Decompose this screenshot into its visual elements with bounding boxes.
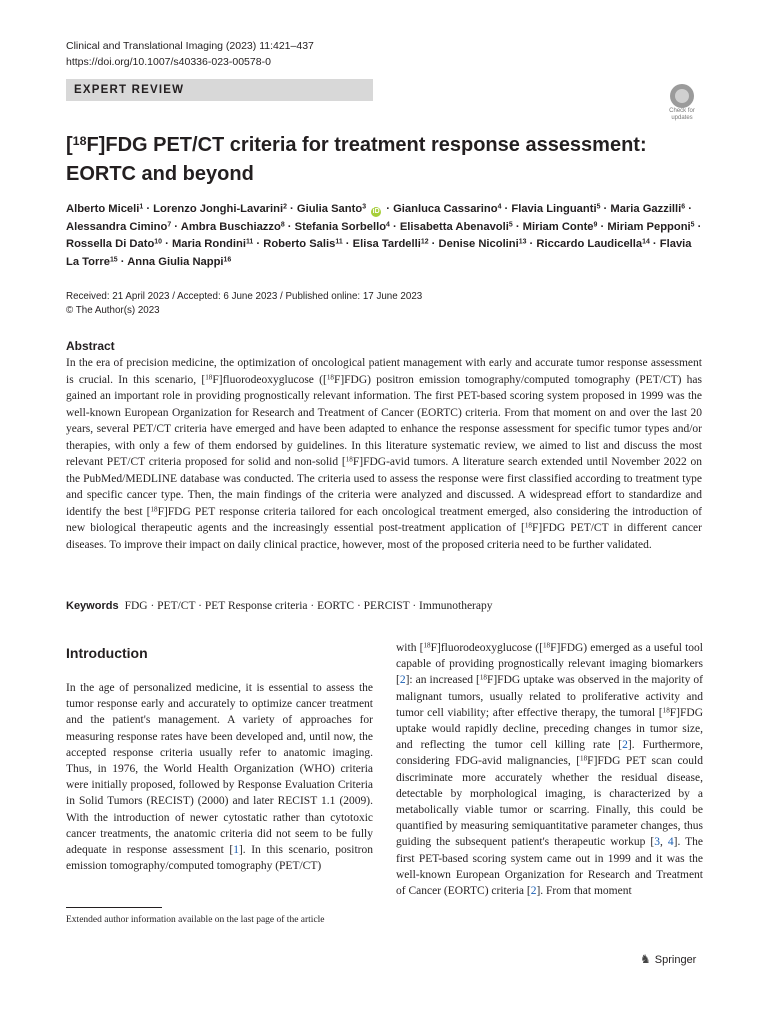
author-separator: · [253, 238, 264, 250]
author-entry [66, 221, 171, 233]
author-affiliation: 8 [280, 221, 285, 229]
author-separator: · [649, 238, 660, 250]
author-separator: · [512, 220, 523, 233]
author-separator: · [162, 238, 172, 250]
journal-citation: Clinical and Translational Imaging (2023) 11:421–437 [66, 40, 314, 52]
author-affiliation: 5 [508, 221, 513, 229]
citation-link[interactable]: 2 [530, 885, 537, 898]
author-affiliation: 5 [596, 203, 601, 211]
author-separator: · [694, 220, 702, 233]
author-name: Denise Nicolini [438, 238, 519, 250]
author-name: Anna Giulia Nappi [127, 255, 224, 268]
check-for-updates-label-1: Check for [669, 108, 695, 114]
citation-link[interactable]: 4 [667, 836, 674, 849]
author-name: Alberto Miceli [66, 203, 140, 215]
intro-left-column: In the age of personalized medicine, it is essential to assess the tumor response early and accurately to optimize cancer treatment and the patient's management. A variety of approaches for measuring response rates have been developed and, until now, the accepted response criteria usually refer to anatomic imaging. Thus, in 1976, the World Health Organization (WHO) criteria were initially proposed, followed by Response Evaluation Criteria in Solid Tumors (RECIST) (2000) and later RECIST 1.1 (2009). With the introduction of newer cytostatic rather than cytotoxic cancer treatments, the anatomic criteria did not seem to be fully adequate in response assessment [1]. In this scenario, positron emission tomography/computed tomography (PET/CT) [66, 682, 373, 873]
author-affiliation: 13 [518, 238, 527, 246]
author-affiliation: 14 [642, 238, 650, 246]
author-separator: · [600, 203, 611, 215]
author-entry [66, 203, 143, 215]
title-bracket: [ [66, 134, 73, 156]
author-separator: · [284, 220, 295, 233]
author-affiliation: 1 [139, 203, 144, 211]
author-name: Giulia Santo [296, 203, 363, 215]
author-affiliation: 4 [497, 203, 502, 211]
citation-link[interactable]: 3 [654, 836, 660, 849]
author-separator: · [501, 203, 512, 215]
author-separator: · [342, 238, 353, 250]
author-affiliation: 15 [109, 256, 118, 264]
author-entry [439, 238, 527, 250]
author-entry [263, 238, 342, 250]
author-affiliation: 11 [245, 238, 254, 246]
author-entry [295, 221, 390, 233]
footnote-divider [66, 907, 162, 908]
author-entry [607, 221, 694, 233]
journal-info [66, 38, 314, 70]
author-separator: · [389, 220, 400, 233]
springer-horse-icon: ♞ [640, 952, 651, 966]
copyright-line: © The Author(s) 2023 [66, 304, 160, 316]
author-name: Roberto Salis [263, 238, 336, 250]
citation-link[interactable]: 1 [233, 844, 239, 857]
author-affiliation: 6 [681, 203, 686, 211]
author-entry [66, 238, 162, 250]
author-entry [127, 256, 231, 268]
author-name: Riccardo Laudicella [536, 238, 643, 250]
author-affiliation: 16 [223, 256, 232, 264]
author-name: Rossella Di Dato [66, 238, 155, 250]
footnote: Extended author information available on the last page of the article [66, 915, 325, 925]
author-separator: · [143, 203, 154, 215]
author-name: Ambra Buschiazzo [180, 220, 281, 233]
abstract-text: In the era of precision medicine, the optimization of oncological patient management with early and accurate tumor response assessment is crucial. In this scenario, [$^{18}$F]fluorodeoxyglucose ([$^{18}$F]FDG) positron emission tomography/computed tomography (PET/CT) has gained an important role in providing prognostically relevant information. The first PET-based scoring system proposed in 1999 was the well-known European Organization for Research and Treatment of Cancer (EORTC) criteria. From that moment on and over the last 20 years, several PET/CT criteria have emerged and have been adapted to enhance the response assessment for specific tumor types and/or therapies, with only a few of them endorsed by guidelines. In this literature systematic review, we aimed to list and discuss the most relevant PET/CT criteria proposed for solid and non-solid [$^{18}$F]FDG-avid tumors. A literature search extended until November 2022 on the PubMed/MEDLINE database was conducted. The criteria used to assess the response were first classified according to treatment type and specific cancer type. Then, the main findings of the criteria were analyzed and discussed. A widespread effort to standardize and identify the best [$^{18}$F]FDG PET response criteria tailored for each oncological treatment emerged, also considering the introduction of new biological therapeutic agents and the increasingly essential post-treatment application of [$^{18}$F]FDG PET/CT in different cancer diseases. To improve their impact on daily clinical practice, however, most of the proposed criteria need to be further validated. [66, 357, 703, 551]
author-entry [536, 238, 649, 250]
intro-right-column: with [$^{18}$F]fluorodeoxyglucose ([$^{18}$F]FDG) emerged as a useful tool capable of providing prognostically relevant imaging biomarkers [2]: an increased [$^{18}$F]FDG uptake was observed in the majority of malignant tumors, usually related to proliferative activity and tumor cell viability; after effective therapy, the tumoral [$^{18}$F]FDG uptake would rapidly decline, preceding changes in tumor size, and reflecting the tumor cell killing rate [2]. Furthermore, considering FDG-avid malignancies, [$^{18}$F]FDG PET scan could discriminate more accurately whether the residual disease, detectable by morphological imaging, is characterized by a metabolically viable tumor or scarring. Finally, this could be quantified by measuring semiquantitative parameter changes, thus guiding the subsequent patient's therapeutic workup [3, 4]. The first PET-based scoring system came out in 1999 and it was the well-known European Organization for Research and Treatment of Cancer (EORTC) criteria [2]. From that moment [396, 641, 703, 898]
author-name: Lorenzo Jonghi-Lavarini [153, 203, 284, 215]
author-list [66, 201, 706, 271]
author-affiliation: 4 [386, 221, 390, 229]
orcid-icon[interactable]: iD [372, 208, 380, 215]
author-separator: · [117, 255, 128, 268]
author-separator: · [685, 203, 692, 215]
author-separator: · [171, 220, 181, 233]
publication-dates [66, 290, 422, 317]
author-entry [523, 221, 598, 233]
author-name: Flavia Linguanti [511, 203, 597, 215]
author-entry [181, 221, 285, 233]
author-separator: · [428, 238, 439, 250]
author-affiliation: 3 [362, 203, 367, 211]
publisher-logo [640, 952, 696, 966]
title-isotope: 18 [72, 133, 87, 148]
author-entry [153, 203, 287, 215]
author-name: Gianluca Cassarino [393, 203, 498, 215]
author-name: Elisa Tardelli [352, 238, 421, 250]
title-text: F]FDG PET/CT criteria for treatment response assessment: EORTC and beyond [66, 134, 647, 185]
author-name: Miriam Pepponi [607, 220, 691, 233]
author-name: Miriam Conte [522, 220, 594, 233]
introduction-heading: Introduction [66, 645, 148, 661]
author-entry [393, 203, 501, 215]
publisher-name: Springer [654, 954, 697, 966]
abstract-heading: Abstract [66, 339, 115, 353]
article-type-bar: EXPERT REVIEW [66, 79, 373, 101]
author-affiliation: 11 [335, 238, 343, 246]
author-separator: · [526, 238, 537, 250]
author-name: Flavia La Torre [66, 238, 692, 268]
check-for-updates-label-2: updates [671, 115, 693, 121]
author-name: Alessandra Cimino [66, 220, 168, 233]
author-entry [511, 203, 600, 215]
author-affiliation: 9 [593, 221, 598, 229]
citation-link[interactable]: 2 [622, 739, 628, 752]
author-name: Maria Rondini [171, 238, 246, 250]
author-affiliation: 2 [283, 203, 287, 211]
author-affiliation: 10 [154, 238, 163, 246]
article-title [66, 131, 666, 189]
author-affiliation: 12 [420, 238, 429, 246]
keywords-line [66, 598, 493, 614]
author-separator: · [597, 220, 608, 233]
author-entry [353, 238, 429, 250]
author-affiliation: 5 [690, 221, 695, 229]
author-name: Stefania Sorbello [294, 220, 387, 233]
author-separator: · [383, 203, 394, 215]
author-name: Elisabetta Abenavoli [399, 220, 509, 233]
check-for-updates-badge[interactable] [662, 84, 702, 124]
journal-doi[interactable]: https://doi.org/10.1007/s40336-023-00578-0 [66, 56, 271, 68]
date-history: Received: 21 April 2023 / Accepted: 6 June 2023 / Published online: 17 June 2023 [66, 291, 423, 302]
author-entry [400, 221, 513, 233]
keywords-label: Keywords [66, 600, 119, 612]
citation-link[interactable]: 2 [399, 674, 406, 687]
author-name: Maria Gazzilli [610, 203, 682, 215]
author-entry [610, 203, 685, 215]
keywords-text: FDG · PET/CT · PET Response criteria · EORTC · PERCIST · Immunotherapy [124, 600, 493, 612]
author-separator: · [286, 203, 297, 215]
author-entry [297, 203, 383, 215]
check-for-updates-icon [670, 84, 694, 108]
author-entry [172, 238, 253, 250]
author-affiliation: 7 [167, 221, 172, 229]
